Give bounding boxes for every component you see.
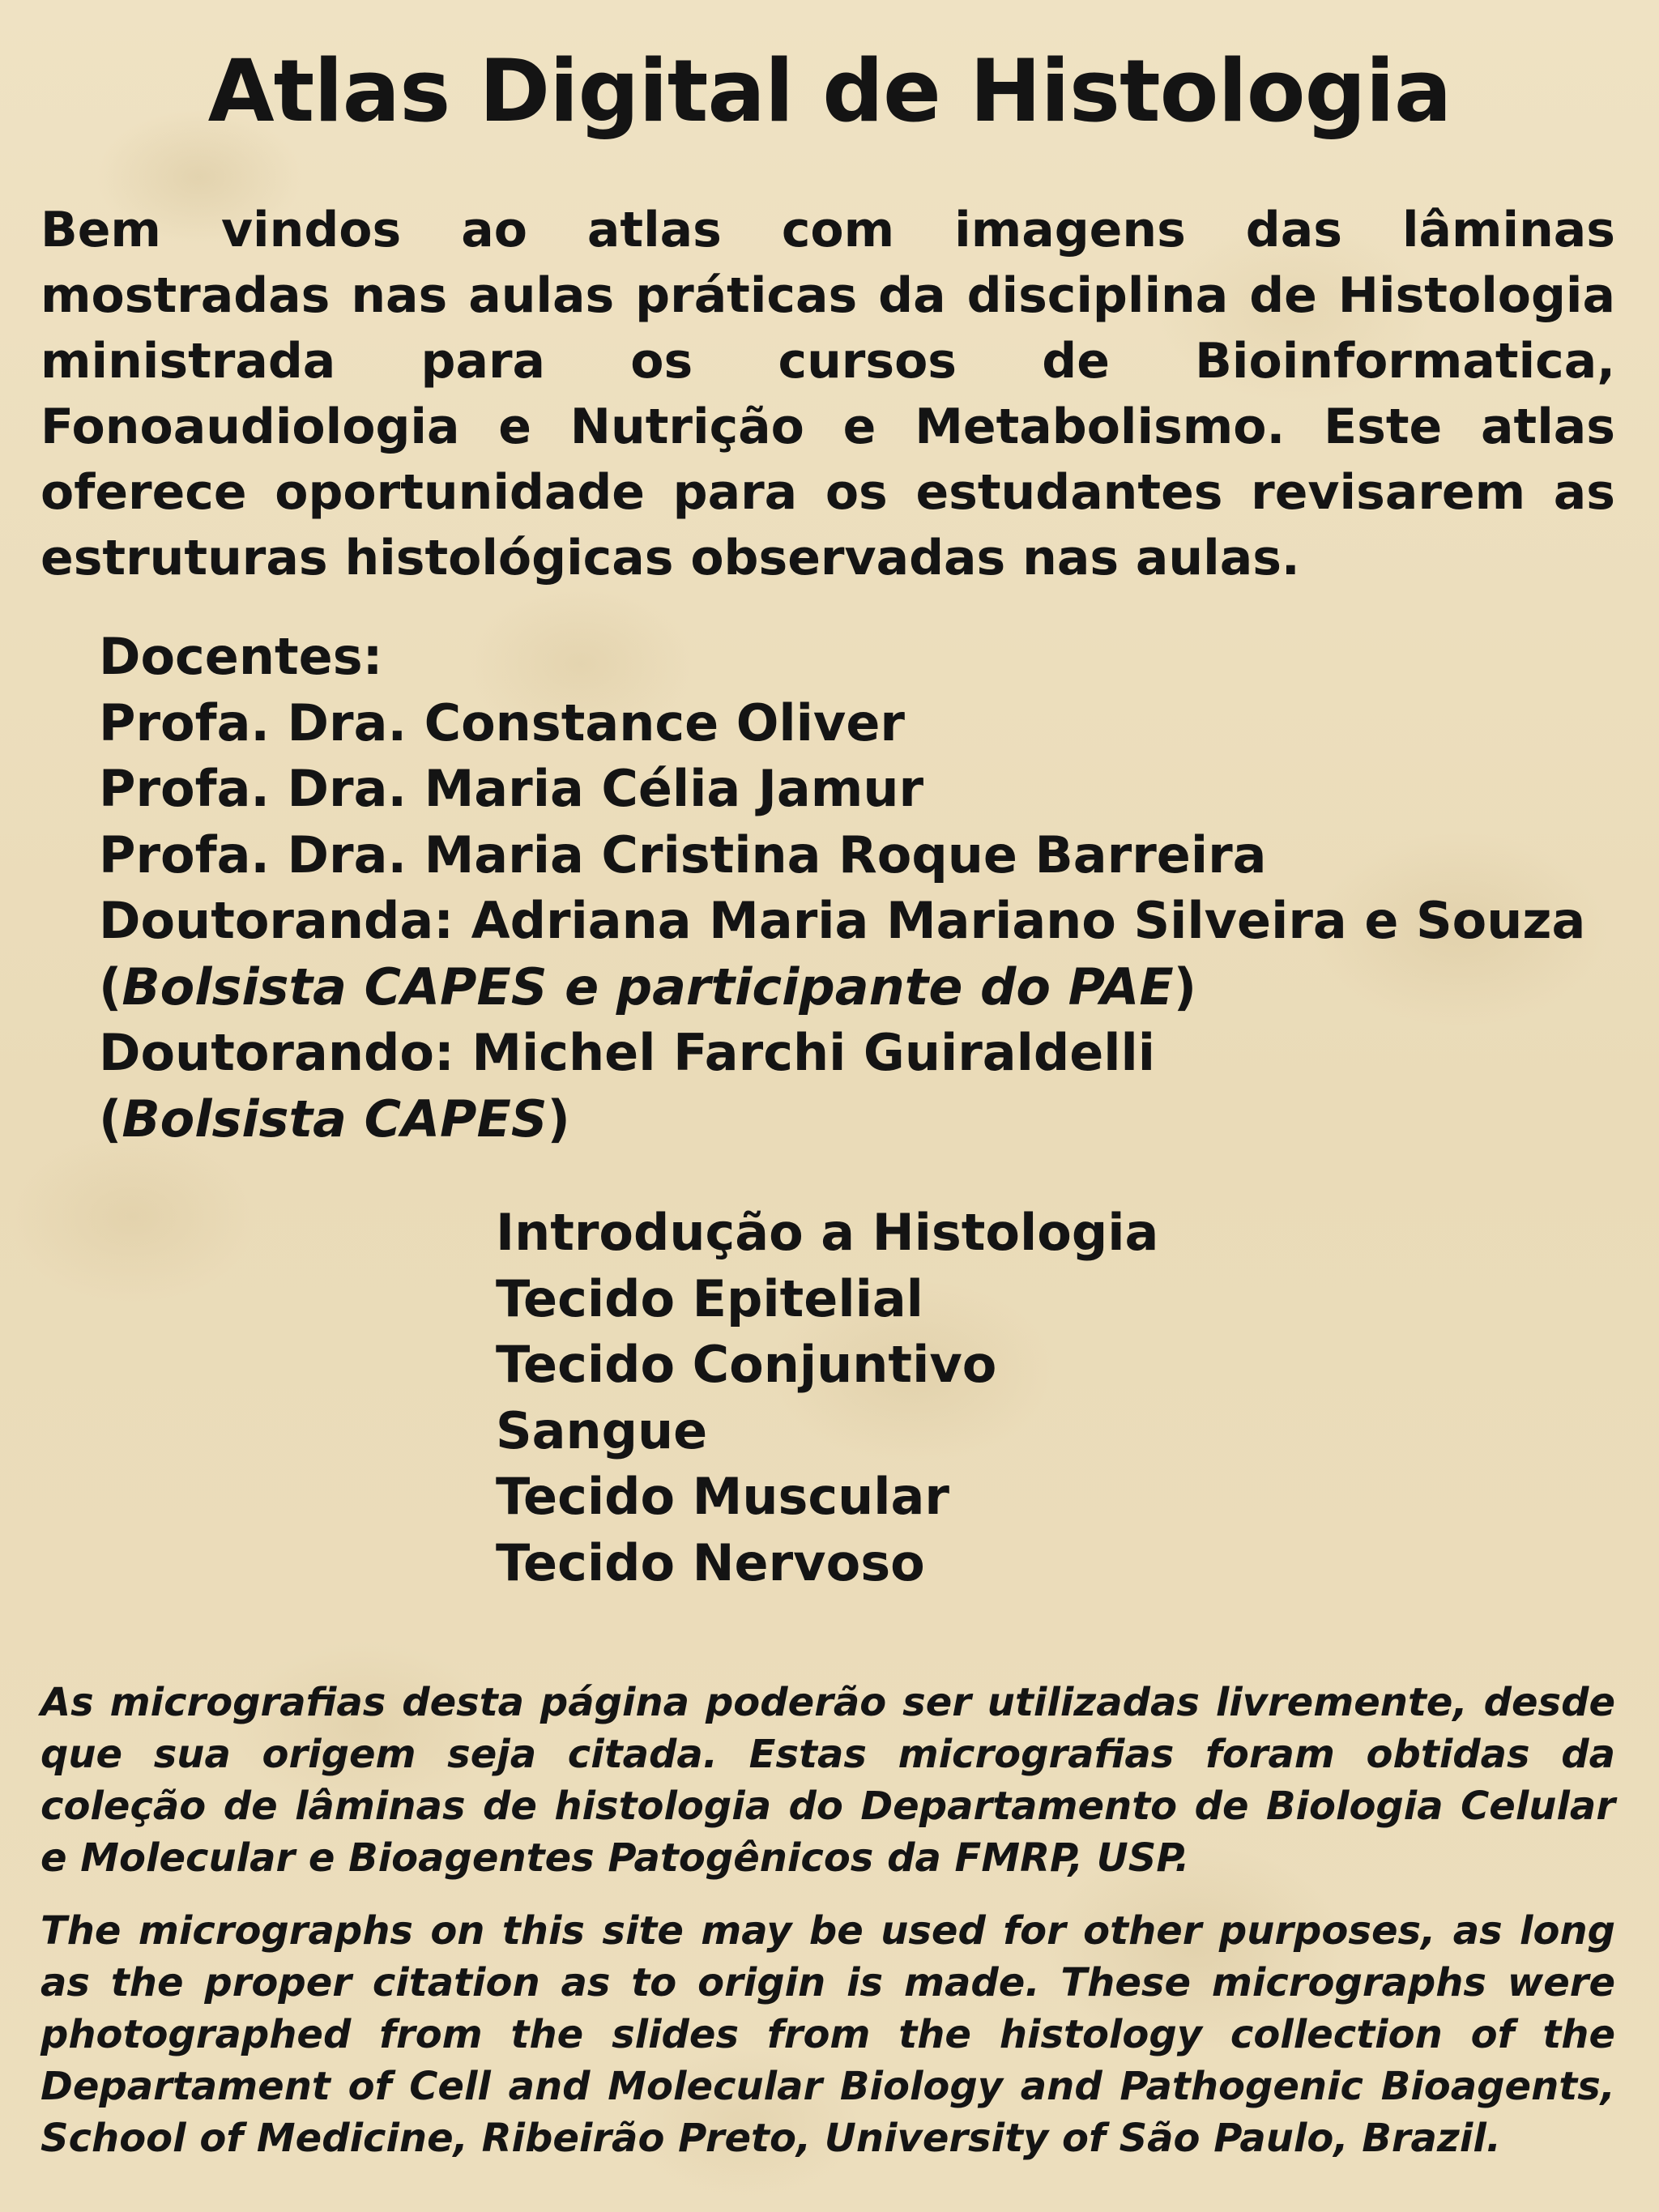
- credits-heading: Docentes:: [99, 627, 383, 686]
- paren-close: ): [547, 1089, 570, 1149]
- topic-link-tecido-muscular[interactable]: Tecido Muscular: [496, 1467, 949, 1526]
- student-name: Doutoranda: Adriana Maria Mariano Silveira e Souza: [99, 891, 1586, 950]
- topic-link-tecido-nervoso[interactable]: Tecido Nervoso: [496, 1532, 925, 1592]
- credits-block: [99, 624, 1585, 1152]
- student-name: Doutorando: Michel Farchi Guiraldelli: [99, 1023, 1156, 1082]
- paren-open: (: [99, 1089, 122, 1149]
- topic-link-introducao[interactable]: Introdução a Histologia: [496, 1203, 1159, 1262]
- student-note-line: [99, 1086, 1585, 1153]
- topic-link-tecido-conjuntivo[interactable]: Tecido Conjuntivo: [496, 1335, 997, 1394]
- professor-name: Profa. Dra. Constance Oliver: [99, 693, 905, 752]
- student-note: Bolsista CAPES e participante do PAE: [122, 957, 1174, 1016]
- student-note-line: [99, 954, 1585, 1021]
- intro-paragraph: Bem vindos ao atlas com imagens das lâminas mostradas nas aulas práticas da disciplina de Histologia ministrada para os cursos de Bioinformatica, Fonoaudiologia e Nutrição e Metabolismo. Este atlas oferece oportunidade para os estudantes revisarem as estruturas histológicas observadas nas aulas.: [41, 202, 1615, 586]
- topic-link-sangue[interactable]: Sangue: [496, 1400, 708, 1460]
- topic-link-tecido-epitelial[interactable]: Tecido Epitelial: [496, 1268, 923, 1328]
- paren-close: ): [1173, 957, 1197, 1016]
- topics-menu: [496, 1200, 1158, 1596]
- professor-name: Profa. Dra. Maria Célia Jamur: [99, 759, 924, 818]
- license-notice-pt: As micrografias desta página poderão ser utilizadas livremente, desde que sua origem seja citada. Estas micrografias foram obtidas da coleção de lâminas de histologia do Departamento de Biologia Celular e Molecular e Bioagentes Patogênicos da FMRP, USP.: [41, 1680, 1615, 1881]
- student-note: Bolsista CAPES: [122, 1089, 548, 1149]
- professor-name: Profa. Dra. Maria Cristina Roque Barreira: [99, 825, 1267, 884]
- paren-open: (: [99, 957, 122, 1016]
- page-title: Atlas Digital de Histologia: [207, 41, 1452, 141]
- license-notice-en: The micrographs on this site may be used for other purposes, as long as the proper citation as to origin is made. These micrographs were photographed from the slides from the histology collection of the Departament of Cell and Molecular Biology and Pathogenic Bioagents, School of Medicine, Ribeirão Preto, University of São Paulo, Brazil.: [41, 1908, 1615, 2161]
